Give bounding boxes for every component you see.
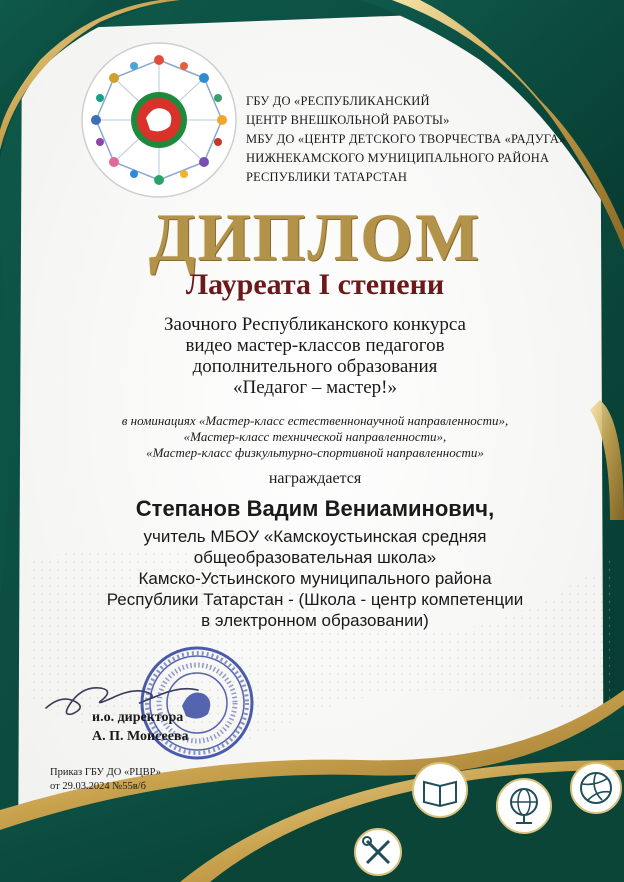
contest-line: дополнительного образования (192, 356, 438, 377)
recipient-details (60, 526, 570, 631)
diploma-subtitle: Лауреата I степени (185, 268, 445, 301)
recipient-detail-line: Камско-Устьинского муниципального района (138, 569, 492, 588)
organization-block (246, 92, 616, 187)
order-line-2: от 29.03.2024 №55в/б (50, 781, 146, 792)
diploma-title: ДИПЛОМ (148, 199, 482, 275)
awarded-label: награждается (268, 470, 362, 487)
organization-line: МБУ ДО «ЦЕНТР ДЕТСКОГО ТВОРЧЕСТВА «РАДУГА» (246, 132, 566, 146)
volleyball-icon (568, 760, 624, 816)
order-reference (50, 766, 250, 794)
recipient-detail-line: Республики Татарстан - (Школа - центр компетенции (106, 590, 524, 609)
contest-line: видео мастер-классов педагогов (185, 335, 445, 356)
recipient-detail-line: учитель МБОУ «Камскоустьинская средняя (143, 527, 487, 546)
organization-line: ЦЕНТР ВНЕШКОЛЬНОЙ РАБОТЫ» (246, 113, 450, 127)
book-icon (410, 760, 470, 820)
signer-block (92, 708, 272, 746)
signer-name: А. П. Моисеева (92, 729, 189, 744)
nominations (40, 413, 590, 461)
nomination-line: в номинациях «Мастер-класс естественнонаучной направленности», (121, 413, 509, 428)
recipient-detail-line: общеобразовательная школа» (193, 548, 437, 567)
contest-line: Заочного Республиканского конкурса (164, 314, 466, 335)
nomination-line: «Мастер-класс физкультурно-спортивной направленности» (146, 445, 484, 460)
organization-line: РЕСПУБЛИКИ ТАТАРСТАН (246, 170, 408, 184)
organization-line: ГБУ ДО «РЕСПУБЛИКАНСКИЙ (246, 94, 430, 108)
recipient-name: Степанов Вадим Вениаминович, (135, 496, 495, 521)
tools-icon (352, 826, 404, 878)
nomination-line: «Мастер-класс технической направленности», (183, 429, 447, 444)
order-line-1: Приказ ГБУ ДО «РЦВР» (50, 767, 162, 778)
emblem-logo (74, 40, 244, 200)
contest-line: «Педагог – мастер!» (233, 377, 397, 398)
globe-icon (494, 776, 554, 836)
contest-description (60, 314, 570, 398)
signer-position: и.о. директора (92, 710, 184, 725)
recipient-detail-line: в электронном образовании) (201, 611, 429, 630)
organization-line: НИЖНЕКАМСКОГО МУНИЦИПАЛЬНОГО РАЙОНА (246, 151, 550, 165)
